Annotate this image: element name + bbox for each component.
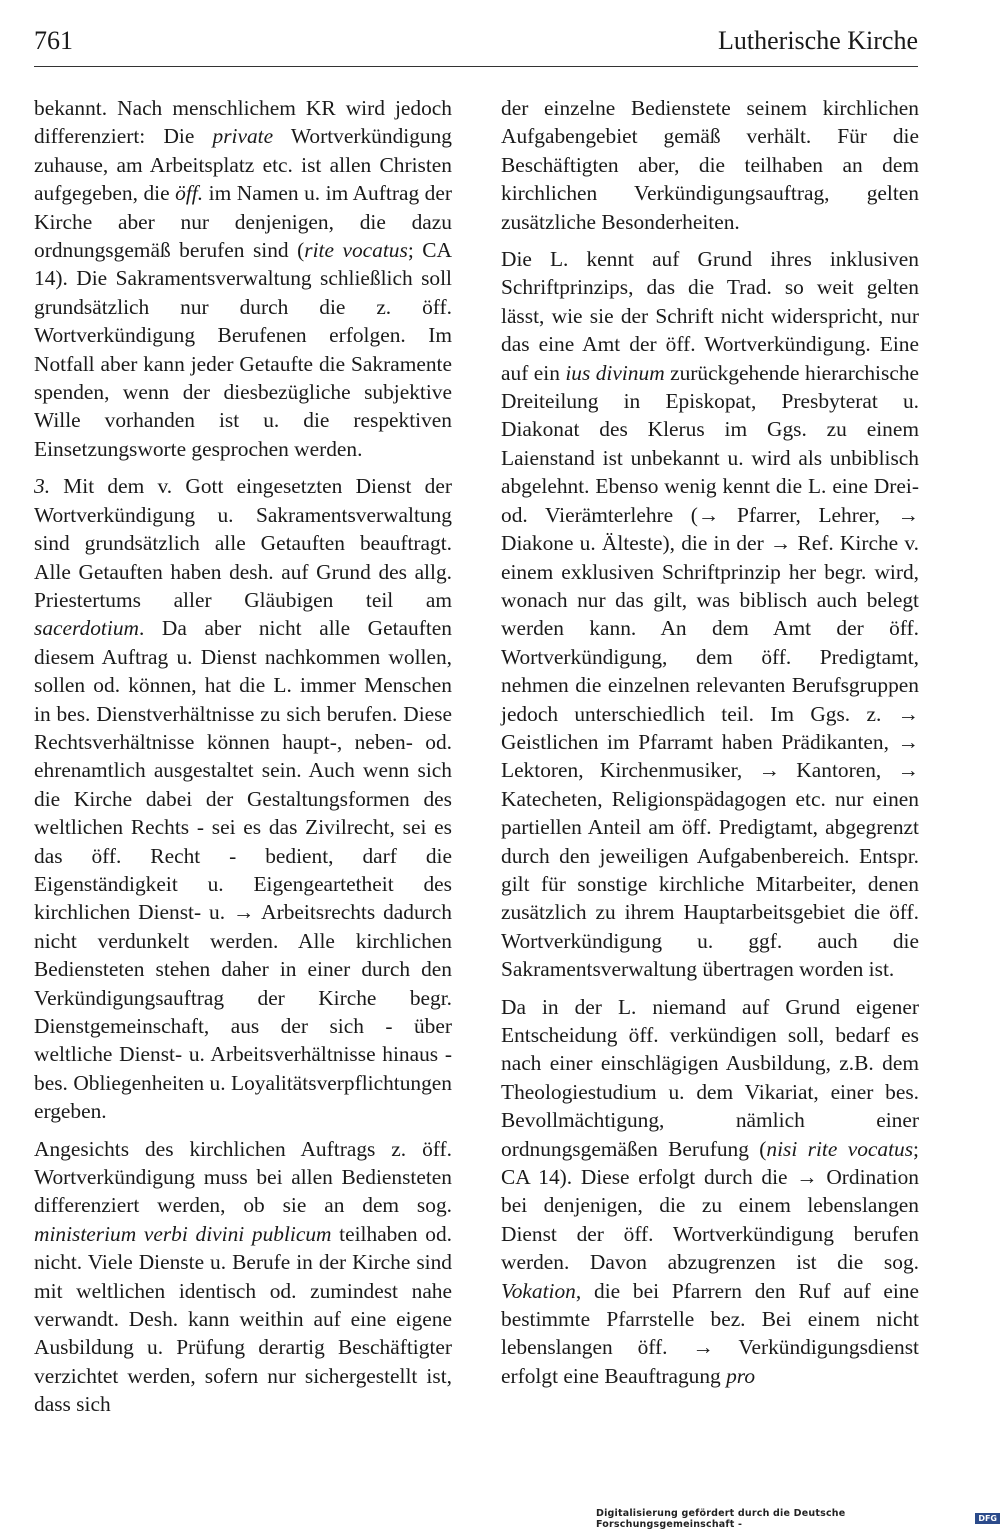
text-run: im Namen u. im Auftrag der Kirche aber nur denjenigen, die dazu ordnungsgemäß berufen sind (	[34, 181, 452, 263]
italic-text: rite vocatus	[304, 238, 408, 263]
digitization-footer	[596, 1507, 1000, 1530]
paragraph	[501, 94, 919, 236]
text-run: teilhaben od. nicht. Viele Dienste u. Berufe in der Kirche sind mit weltlichen identisch od. zumindest nahe verwandt. Desh. kann weithin auf eine eigene Ausbildung u. Prüfung derartig Beschäftigter verzichtet werden, sofern nur sichergestellt ist, dass sich	[34, 1221, 452, 1417]
text-run: Wortverkündigung zuhause, am Arbeitsplatz etc. ist allen Christen aufgegeben, die	[34, 124, 452, 206]
page-header	[34, 26, 918, 67]
italic-text: pro	[726, 1363, 756, 1388]
text-run: Die L. kennt auf Grund ihres inklusiven Schriftprinzips, das die Trad. so weit gelten lässt, wie sie der Schrift nicht widerspricht, nur das eine Amt der öff. Wortverkündigung. Eine auf ein	[501, 247, 919, 385]
italic-text: ius divinum	[565, 360, 665, 385]
italic-text: 3.	[34, 474, 51, 499]
text-run: bekannt. Nach menschlichem KR wird jedoch differenziert: Die	[34, 96, 452, 149]
text-run: Da in der L. niemand auf Grund eigener Entscheidung öff. verkündigen soll, bedarf es nach einer einschlägigen Ausbildung, z.B. dem Theologiestudium u. dem Vikariat, einer bes. Bevollmächtigung, nämlich einer ordnungsgemäßen Berufung (	[501, 994, 919, 1161]
italic-text: öff.	[175, 181, 204, 206]
text-run: . Da aber nicht alle Getauften diesem Auftrag u. Dienst nachkommen wollen, sollen od. können, hat die L. immer Menschen in bes. Dienstverhältnisse zu sich berufen. Diese Rechtsverhältnisse können haupt-, neben- od. ehrenamtlich ausgestaltet sein. Auch wenn sich die Kirche dabei der Gestaltungsformen des weltlichen Rechts - sei es das Zivilrecht, sei es das öff. Recht - bedient, darf die Eigenständigkeit u. Eigengeartetheit des kirchlichen Dienst- u. → Arbeitsrechts dadurch nicht verdunkelt werden. Alle kirchlichen Bediensteten stehen daher in einer durch den Verkündigungsauftrag der Kirche begr. Dienstgemeinschaft, aus der sich - über weltliche Dienst- u. Arbeitsverhältnisse hinaus - bes. Obliegenheiten u. Loyalitätsverpflichtungen ergeben.	[34, 616, 452, 1124]
text-run: , die bei Pfarrern den Ruf auf eine bestimmte Pfarrstelle bez. Bei einem nicht lebenslangen öff. → Verkündigungsdienst erfolgt eine Beauftragung	[501, 1278, 919, 1388]
italic-text: sacerdotium	[34, 616, 139, 641]
paragraph	[501, 993, 919, 1391]
italic-text: ministerium verbi divini publicum	[34, 1221, 332, 1246]
text-run: Mit dem v. Gott eingesetzten Dienst der Wortverkündigung u. Sakramentsverwaltung sind grundsätzlich alle Getauften beauftragt. Alle Getauften haben desh. auf Grund des allg. Priestertums aller Gläubigen teil am	[34, 474, 452, 612]
page-number: 761	[34, 26, 73, 55]
text-run: der einzelne Bedienstete seinem kirchlichen Aufgabengebiet gemäß verhält. Für die Beschäftigten aber, die teilhaben an dem kirchlichen Verkündigungsauftrag, gelten zusätzliche Besonderheiten.	[501, 96, 919, 234]
paragraph	[34, 472, 452, 1125]
text-run: ; CA 14). Diese erfolgt durch die → Ordination bei denjenigen, die zu einem lebenslangen Dienst der öff. Wortverkündigung berufen werden. Davon abzugrenzen ist die sog.	[501, 1136, 919, 1275]
left-column	[34, 94, 452, 1428]
text-run: ; CA 14). Die Sakramentsverwaltung schließlich soll grundsätzlich nur durch die z. öff. Wortverkündigung Berufenen erfolgen. Im Notfall aber kann jeder Getaufte die Sakramente spenden, wenn der diesbezügliche subjektive Wille vorhanden ist u. die respektiven Einsetzungsworte gesprochen werden.	[34, 238, 452, 461]
running-head: Lutherische Kirche	[718, 26, 918, 55]
paragraph	[34, 1135, 452, 1419]
italic-text: private	[212, 124, 274, 149]
paragraph	[501, 245, 919, 984]
text-run: Angesichts des kirchlichen Auftrags z. öff. Wortverkündigung muss bei allen Bediensteten differenziert werden, ob sie an dem sog.	[34, 1136, 452, 1218]
text-run: zurückgehende hierarchische Dreiteilung in Episkopat, Presbyterat u. Diakonat des Klerus im Ggs. zu einem Laienstand ist unbekannt u. wird als unbiblisch abgelehnt. Ebenso wenig kennt die L. eine Drei- od. Vierämterlehre (→ Pfarrer, Lehrer, → Diakone u. Älteste), die in der → Ref. Kirche v. einem exklusiven Schriftprinzip her begr. wird, wonach nur das gilt, was biblisch auch belegt werden kann. An dem Amt der öff. Wortverkündigung, dem öff. Predigtamt, nehmen die einzelnen relevanten Berufsgruppen jedoch unterschiedlich teil. Im Ggs. z. → Geistlichen im Pfarramt haben Prädikanten, → Lektoren, Kirchenmusiker, → Kantoren, → Katecheten, Religionspädagogen etc. nur einen partiellen Anteil am öff. Predigtamt, abgegrenzt durch den jeweiligen Aufgabenbereich. Entspr. gilt für sonstige kirchliche Mitarbeiter, denen zusätzlich zu ihrem Hauptarbeitsgebiet die öff. Wortverkündigung u. ggf. auch die Sakramentsverwaltung übertragen worden ist.	[501, 360, 920, 982]
italic-text: Vokation	[501, 1278, 576, 1303]
dfg-logo-icon: DFG	[975, 1513, 1000, 1524]
paragraph	[34, 94, 452, 463]
funding-note: Digitalisierung gefördert durch die Deutsche Forschungsgemeinschaft -	[596, 1507, 846, 1530]
right-column	[501, 94, 919, 1399]
italic-text: nisi rite vocatus	[766, 1136, 914, 1161]
